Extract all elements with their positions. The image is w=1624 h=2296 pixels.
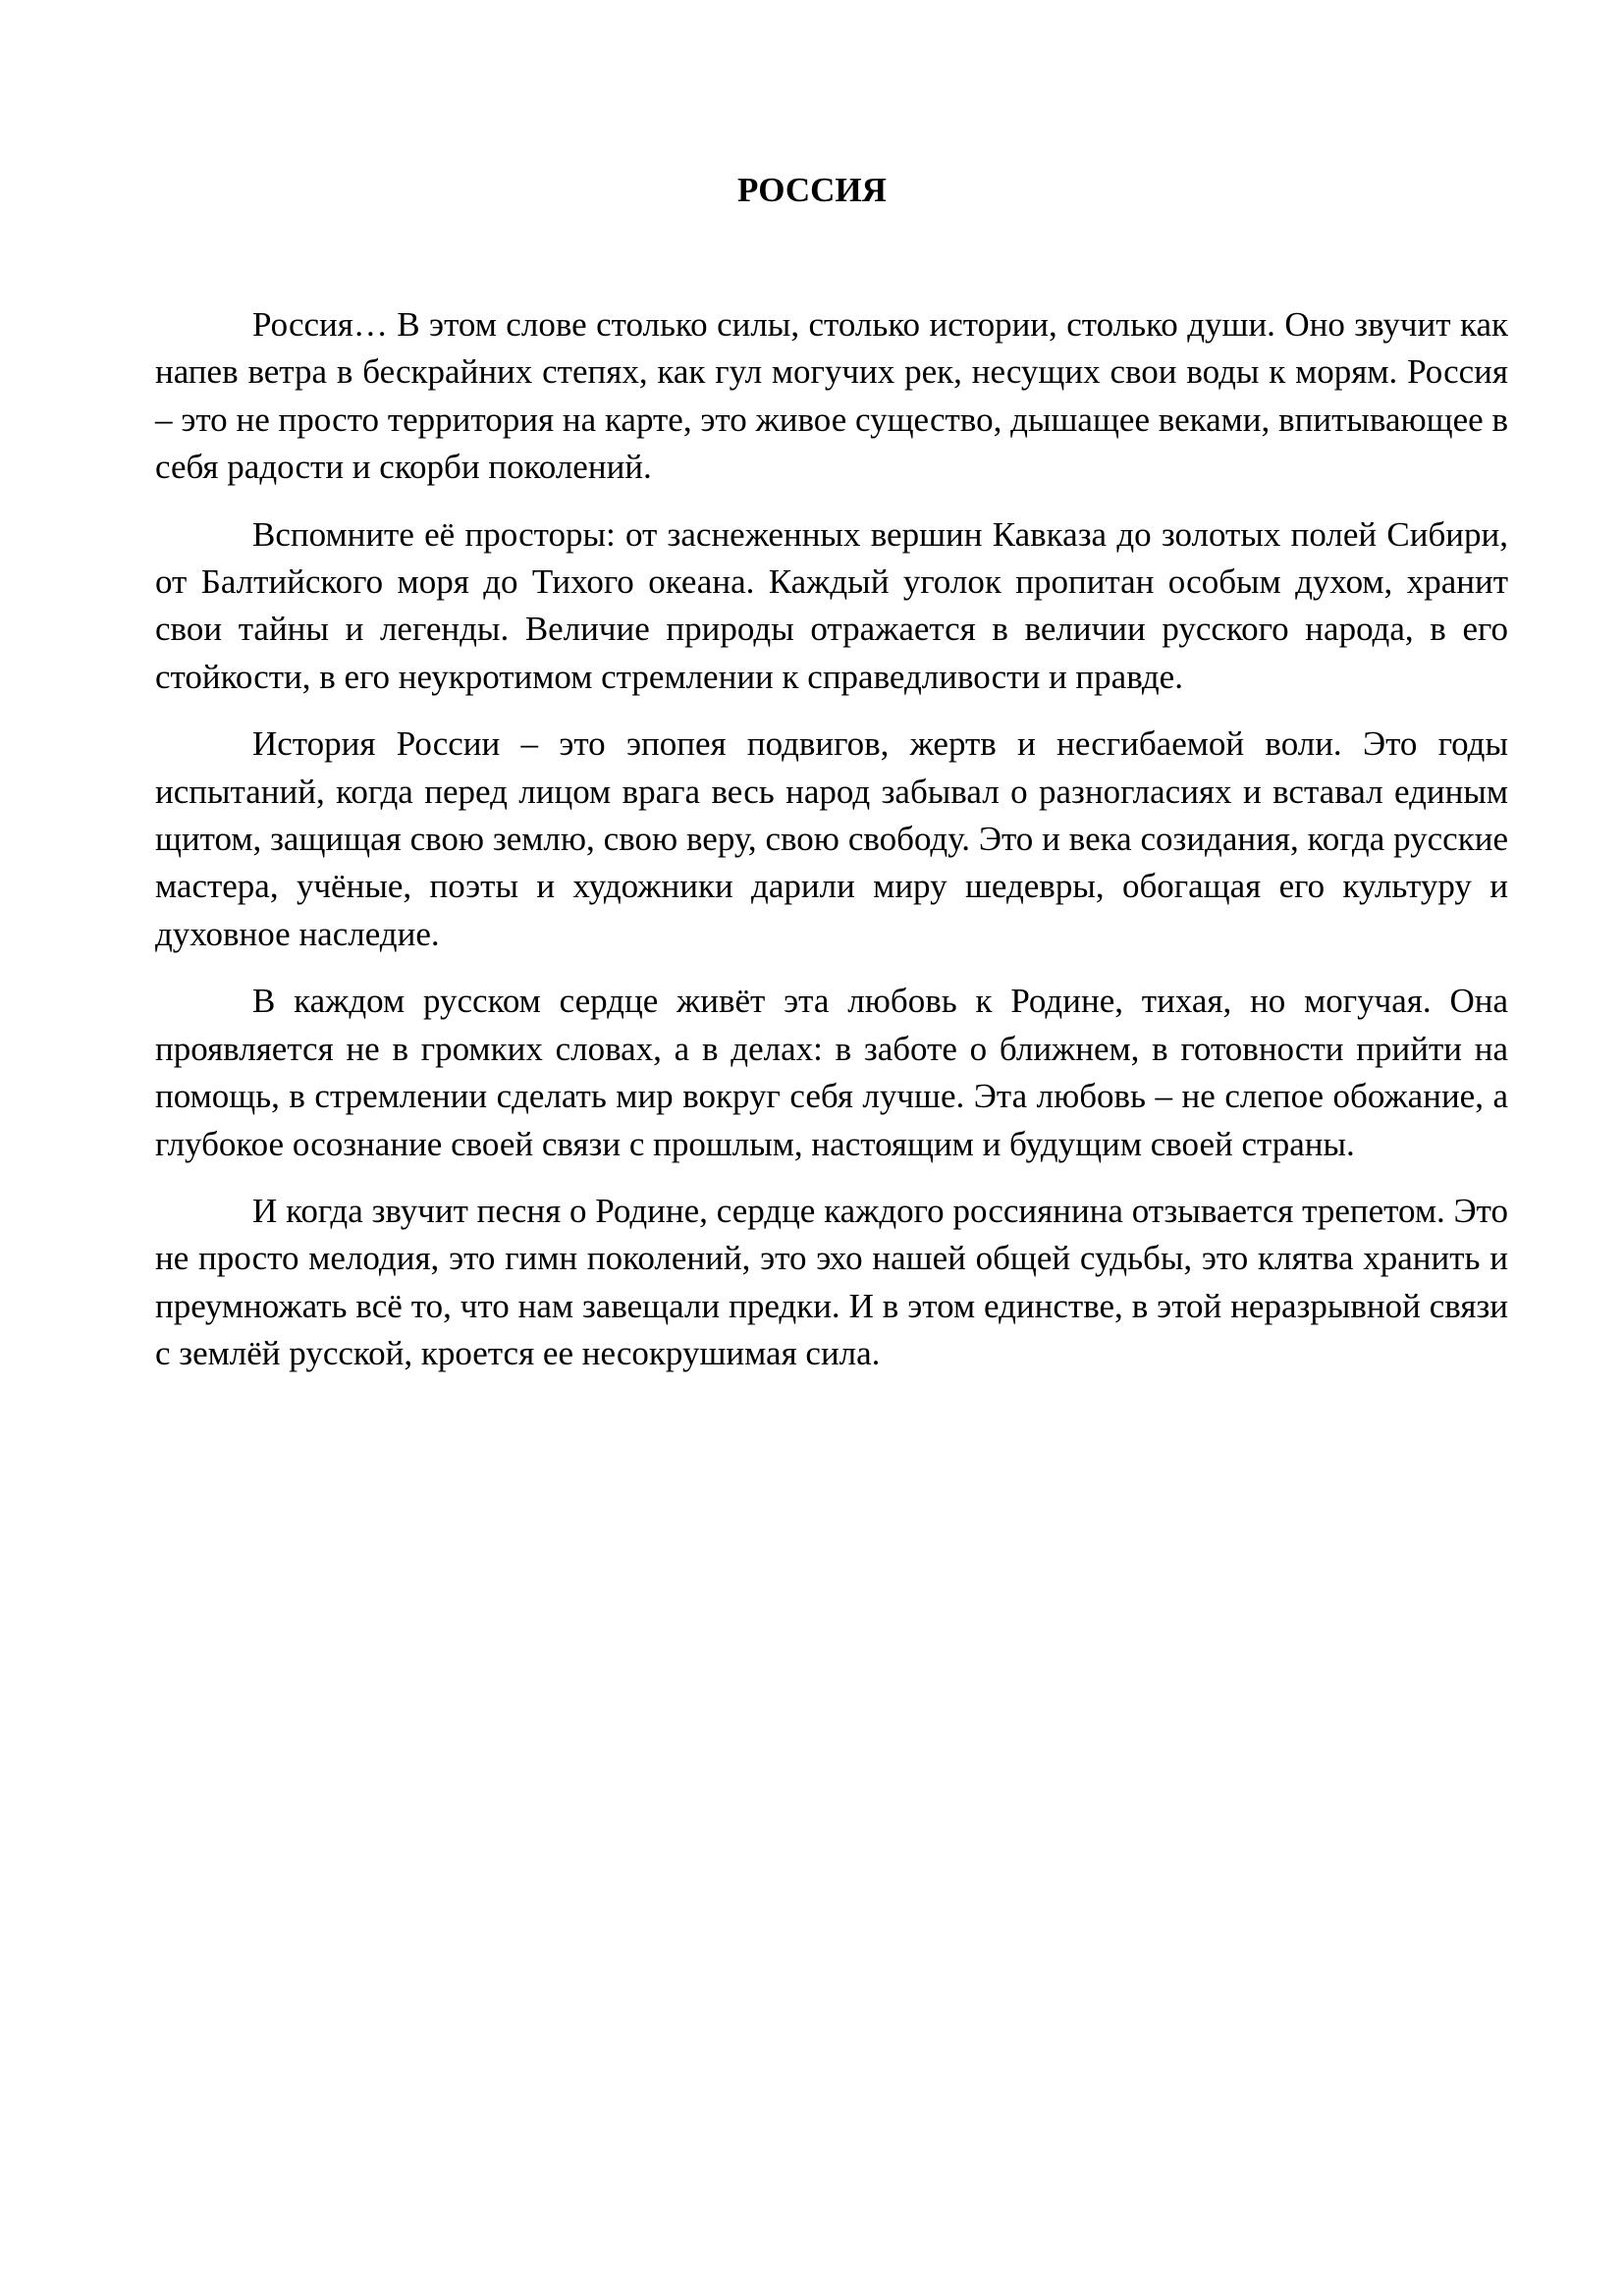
document-body (155, 301, 1508, 1398)
paragraph-2: Вспомните её просторы: от заснеженных вершин Кавказа до золотых полей Сибири, от Балтийского моря до Тихого океана. Каждый уголок пропитан особым духом, хранит свои тайны и легенды. Величие природы отражается в величии русского народа, в его стойкости, в его неукротимом стремлении к справедливости и правде. (155, 514, 1508, 696)
paragraph-3: История России – это эпопея подвигов, жертв и несгибаемой воли. Это годы испытаний, когда перед лицом врага весь народ забывал о разногласиях и вставал единым щитом, защищая свою землю, свою веру, свою свободу. Это и века созидания, когда русские мастера, учёные, поэты и художники дарили миру шедевры, обогащая его культуру и духовное наследие. (155, 724, 1508, 953)
document-title: РОССИЯ (737, 171, 887, 209)
paragraph-1: Россия… В этом слове столько силы, столько истории, столько души. Оно звучит как напев ветра в бескрайних степях, как гул могучих рек, несущих свои воды к морям. Россия – это не просто территория на карте, это живое существо, дышащее веками, впитывающее в себя радости и скорби поколений. (155, 305, 1508, 487)
paragraph-4: В каждом русском сердце живёт эта любовь к Родине, тихая, но могучая. Она проявляется не в громких словах, а в делах: в заботе о ближнем, в готовности прийти на помощь, в стремлении сделать мир вокруг себя лучше. Эта любовь – не слепое обожание, а глубокое осознание своей связи с прошлым, настоящим и будущим своей страны. (155, 982, 1508, 1163)
paragraph-5: И когда звучит песня о Родине, сердце каждого россиянина отзывается трепетом. Это не просто мелодия, это гимн поколений, это эхо нашей общей судьбы, это клятва хранить и преумножать всё то, что нам завещали предки. И в этом единстве, в этой неразрывной связи с землёй русской, кроется ее несокрушимая сила. (155, 1191, 1508, 1373)
